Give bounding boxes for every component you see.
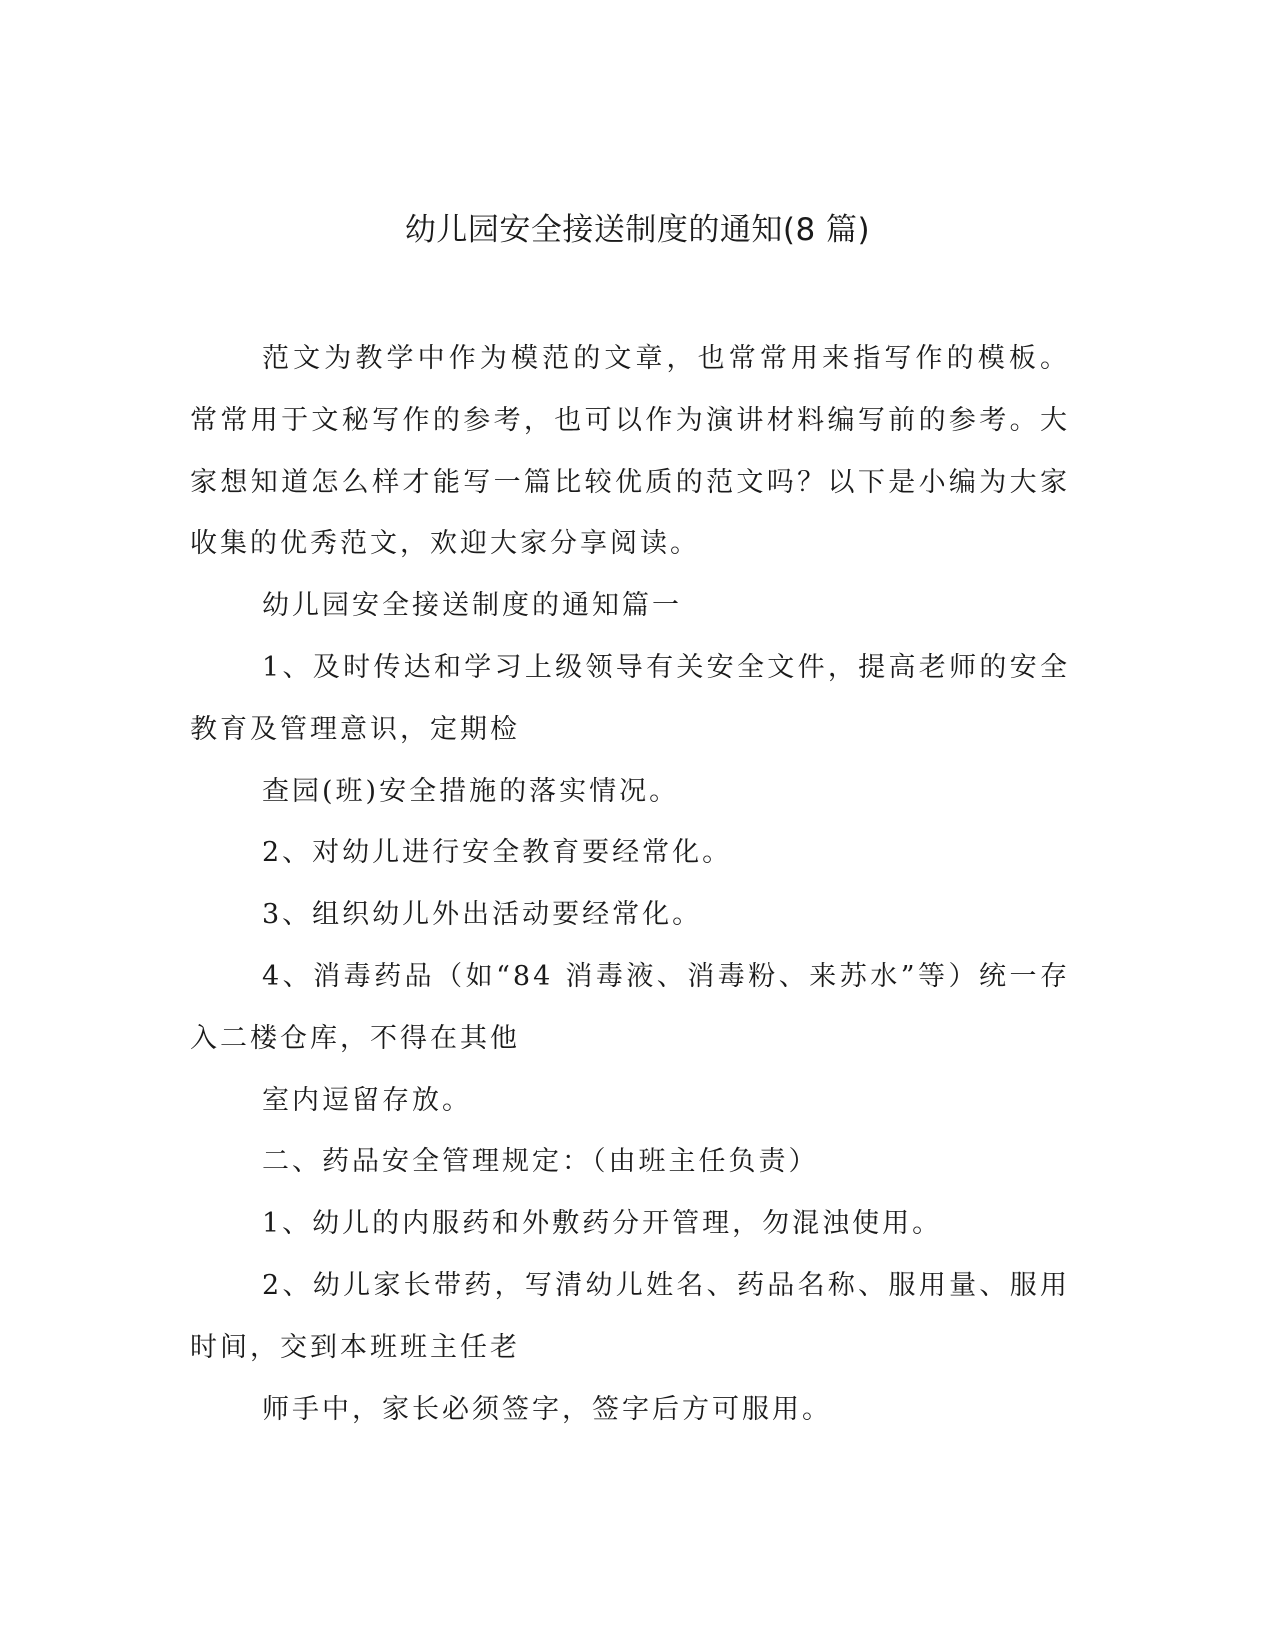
section-heading: 幼儿园安全接送制度的通知篇一 xyxy=(262,590,682,622)
list-item-continuation: 查园(班)安全措施的落实情况。 xyxy=(262,775,680,807)
list-item: 2、对幼儿进行安全教育要经常化。 xyxy=(262,837,733,869)
document-title: 幼儿园安全接送制度的通知(8 篇) xyxy=(404,212,871,248)
subsection-heading: 二、药品安全管理规定：（由班主任负责） xyxy=(262,1146,819,1178)
list-item-continuation: 师手中，家长必须签字，签字后方可服用。 xyxy=(262,1393,832,1425)
list-item: 1、幼儿的内服药和外敷药分开管理，勿混浊使用。 xyxy=(262,1208,943,1240)
intro-paragraph: 范文为教学中作为模范的文章，也常常用来指写作的模板。常常用于文秘写作的参考，也可以作为演讲材料编写前的参考。大家想知道怎么样才能写一篇比较优质的范文吗？以下是小编为大家收集的优秀范文，欢迎大家分享阅读。 xyxy=(190,343,1070,560)
list-item: 4、消毒药品（如“84 消毒液、消毒粉、来苏水”等）统一存入二楼仓库，不得在其他 xyxy=(190,960,1070,1054)
document-body xyxy=(190,328,1070,1440)
list-item: 2、幼儿家长带药，写清幼儿姓名、药品名称、服用量、服用时间，交到本班班主任老 xyxy=(190,1269,1070,1363)
list-item: 3、组织幼儿外出活动要经常化。 xyxy=(262,899,703,931)
list-item-continuation: 室内逗留存放。 xyxy=(262,1084,472,1116)
list-item: 1、及时传达和学习上级领导有关安全文件，提高老师的安全教育及管理意识，定期检 xyxy=(190,651,1070,745)
